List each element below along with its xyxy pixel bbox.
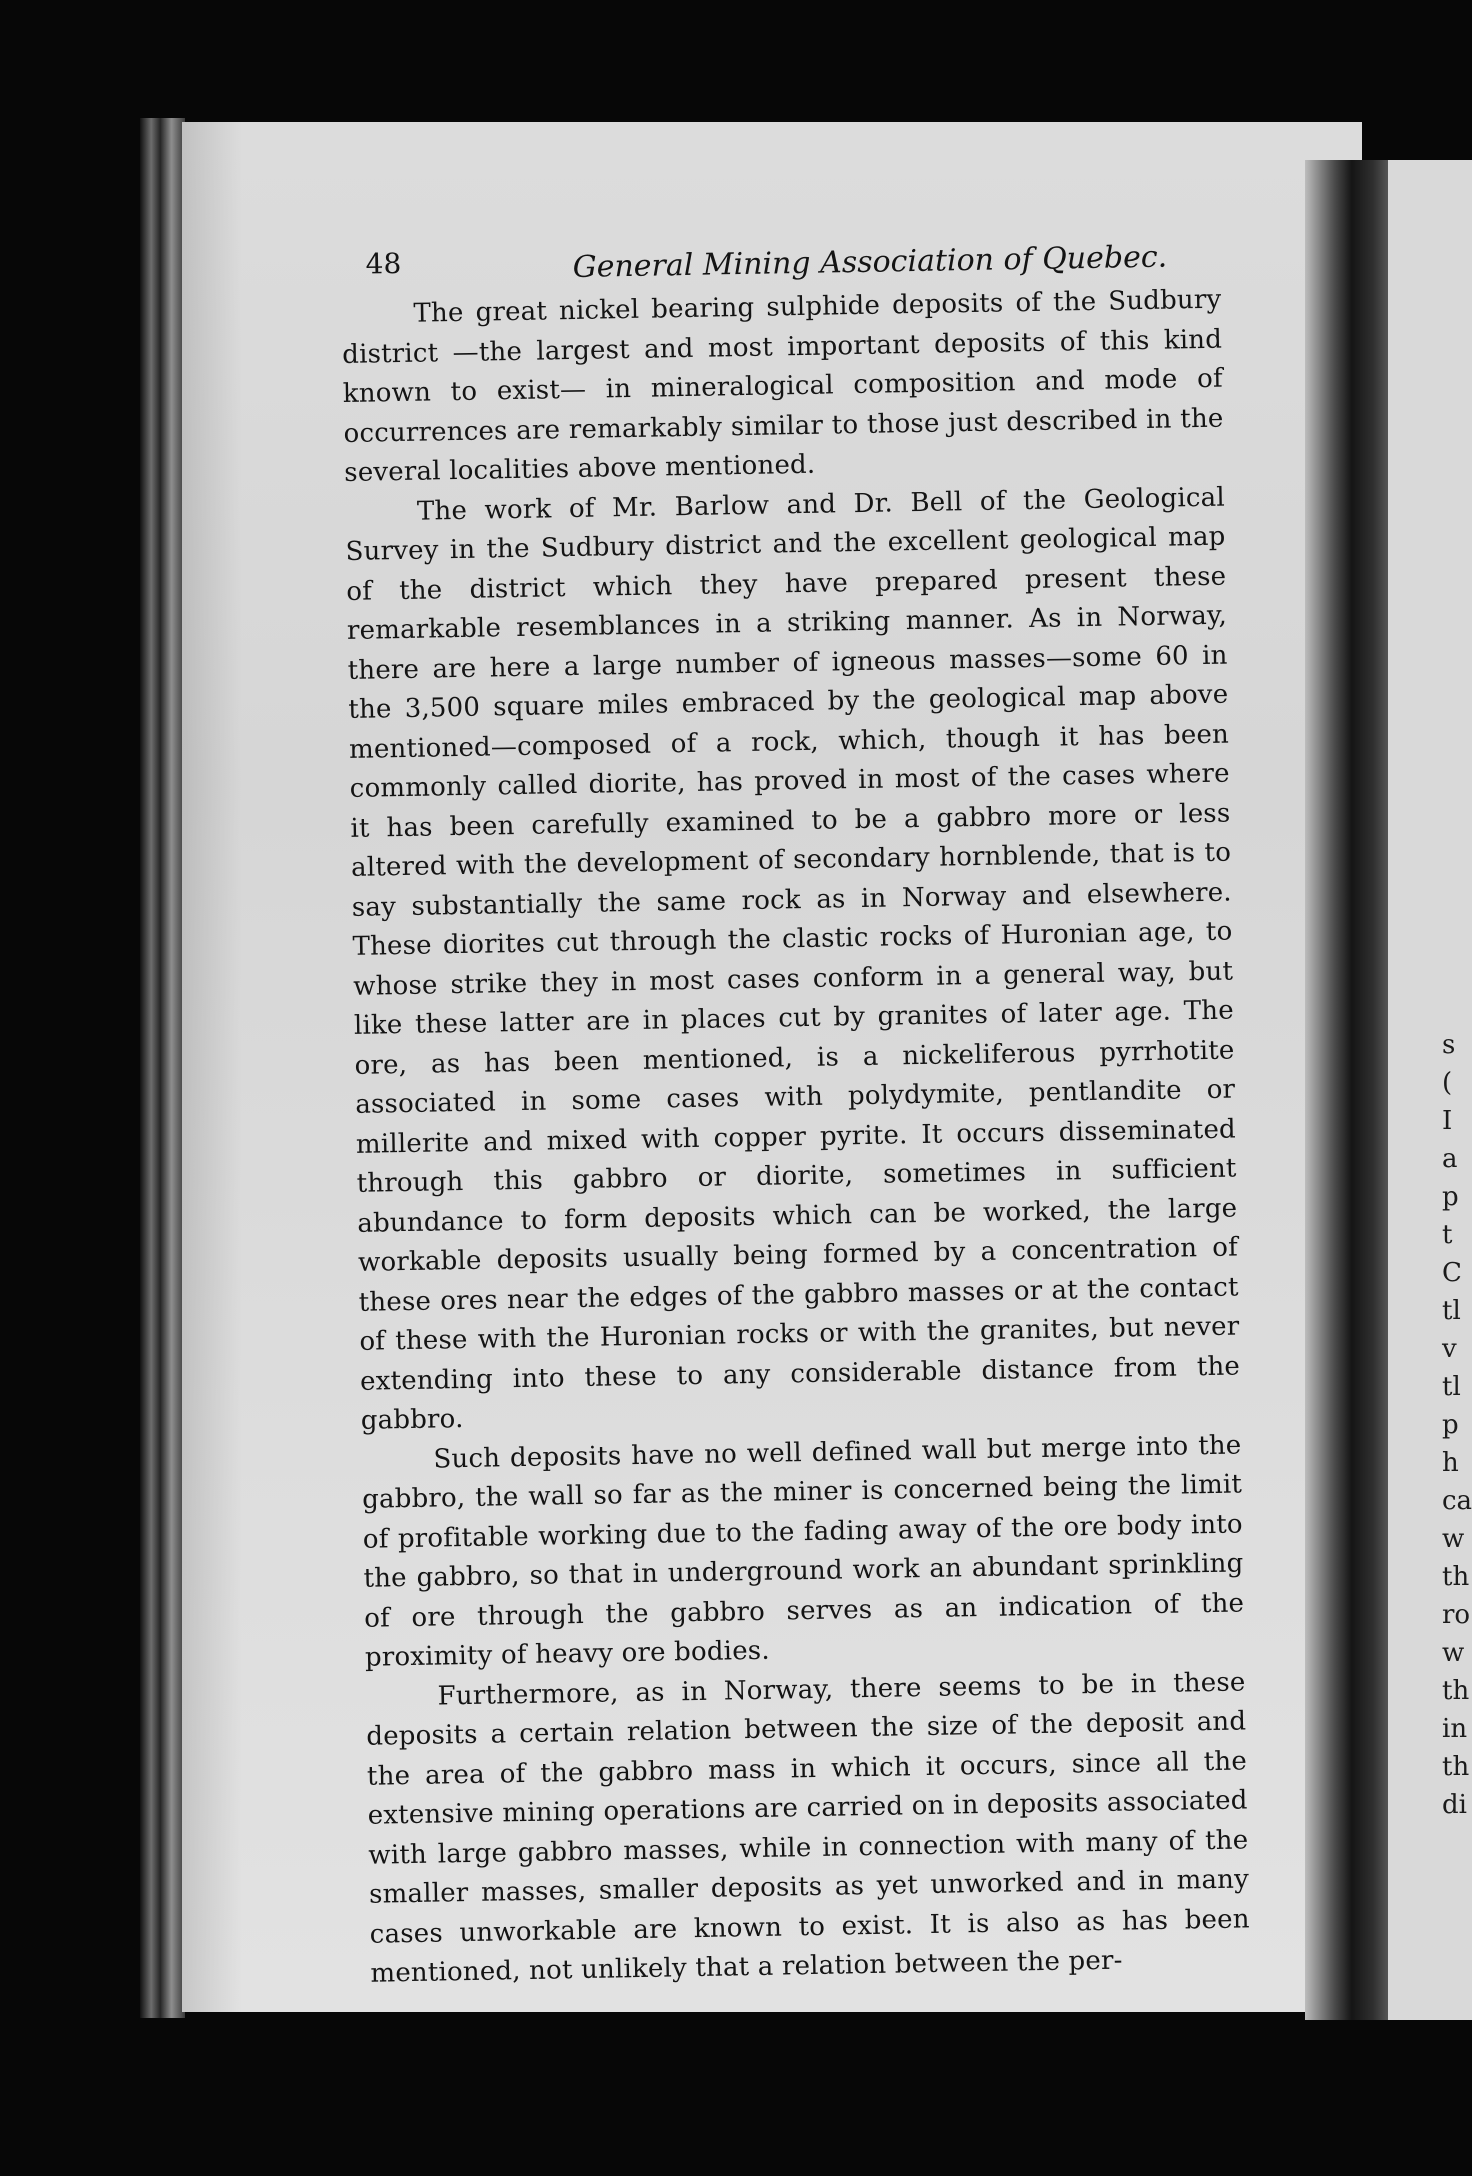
facing-page-fragment: ( — [1442, 1068, 1453, 1098]
facing-page-fragment: in — [1442, 1714, 1468, 1744]
page-number: 48 — [365, 246, 402, 281]
body-paragraph: The great nickel bearing sulphide deposits of the Sudbury district —the largest and most important deposits of this kind known to exist— in mineralogical composition and mode of occurrences are remarkably similar to those just described in the several localities above mentioned. — [341, 284, 1224, 488]
facing-page-fragment: th — [1442, 1752, 1470, 1782]
facing-page-fragment: ca — [1442, 1486, 1472, 1516]
facing-page-fragment: w — [1442, 1524, 1465, 1554]
facing-page-fragment: C — [1442, 1258, 1462, 1288]
facing-page-fragment: t — [1442, 1220, 1453, 1250]
facing-page-fragment: h — [1442, 1448, 1459, 1478]
body-paragraph: The work of Mr. Barlow and Dr. Bell of the Geological Survey in the Sudbury district and the excellent geological map of the district which they have prepared present these remarkable resemblances in a striking manner. As in Norway, there are here a large number of igneous masses—some 60 in the 3,500 square miles embraced by the geological map above mentioned—composed of a rock, which, though it has been commonly called diorite, has proved in most of the cases where it has been carefully examined to be a gabbro more or less altered with the development of secondary hornblende, that is to say substantially the same rock as in Norway and elsewhere. These diorites cut through the clastic rocks of Huronian age, to whose strike they in most cases conform in a general way, but like these latter are in places cut by granites of later age. The ore, as has been mentioned, is a nickeliferous pyrrhotite associated in some cases with polydymite, pentlandite or millerite and mixed with copper pyrite. It occurs disseminated through this gabbro or diorite, sometimes in sufficient abundance to form deposits which can be worked, the large workable deposits usually being formed by a concentration of these ores near the edges of the gabbro masses or at the contact of these with the Huronian rocks or with the granites, but never extending into these to any considerable distance from the gabbro. — [345, 482, 1241, 1436]
page-gutter — [1305, 160, 1390, 2020]
facing-page-fragment: di — [1442, 1790, 1467, 1820]
book-binding-edge — [140, 118, 185, 2018]
facing-page-fragment: s — [1442, 1030, 1456, 1060]
facing-page-fragment: I — [1442, 1106, 1453, 1136]
facing-page-fragment: tl — [1442, 1296, 1461, 1326]
facing-page-fragment: ro — [1442, 1600, 1471, 1630]
facing-page-fragment: v — [1442, 1334, 1457, 1364]
body-paragraph: Such deposits have no well defined wall but merge into the gabbro, the wall so far as the miner is concerned being the limit of profitable working due to the fading away of the ore body into the gabbro, so that in underground work an abundant sprinkling of ore through the gabbro serves as an indication of the proximity of heavy ore bodies. — [361, 1429, 1245, 1673]
facing-page-fragment: th — [1442, 1562, 1470, 1592]
body-paragraph: Furthermore, as in Norway, there seems to be in these deposits a certain relation between the size of the deposit and the area of the gabbro mass in which it occurs, since all the extensive mining operations are carried on in deposits associated with large gabbro masses, while in connection with many of the smaller masses, smaller deposits as yet unworked and in many cases unworkable are known to exist. It is also as has been mentioned, not unlikely that a relation between the per- — [366, 1666, 1250, 1989]
facing-page-fragment: a — [1442, 1144, 1458, 1174]
facing-page-fragment: p — [1442, 1410, 1459, 1440]
facing-page-fragment: p — [1442, 1182, 1459, 1212]
facing-page-fragment: w — [1442, 1638, 1465, 1668]
facing-page-fragment: tl — [1442, 1372, 1461, 1402]
facing-page-fragment: th — [1442, 1676, 1470, 1706]
page-text-block — [340, 213, 1251, 1995]
page-shadow — [182, 122, 242, 2012]
running-title: General Mining Association of Quebec. — [572, 239, 1168, 285]
